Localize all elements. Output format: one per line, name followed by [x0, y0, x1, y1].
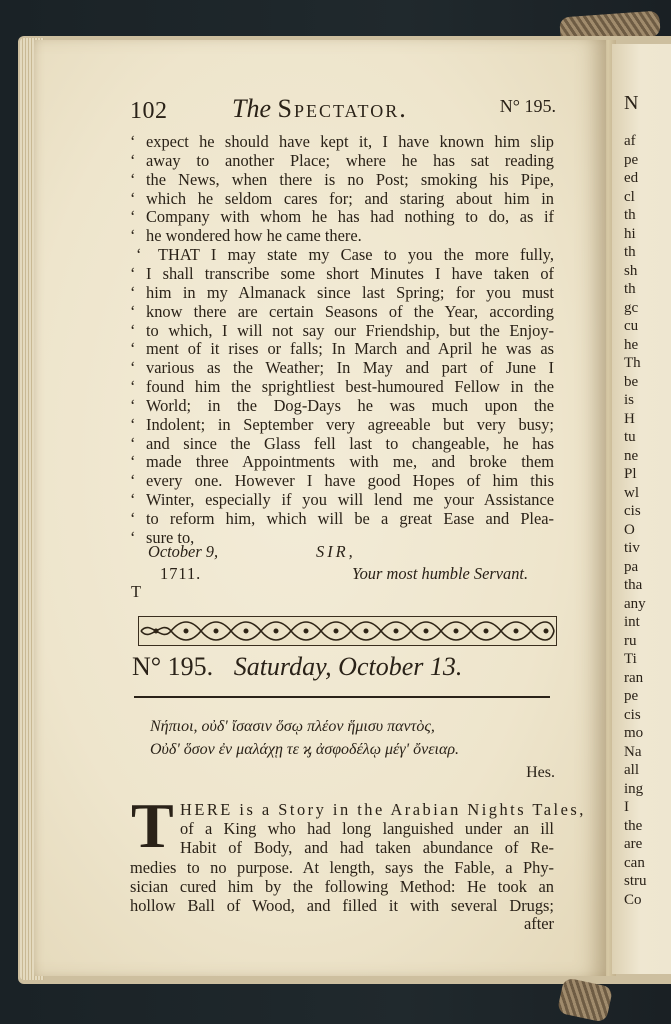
letter-line	[130, 509, 554, 528]
letter-line	[130, 151, 554, 170]
issue-heading	[132, 652, 552, 688]
catchword: after	[523, 914, 554, 933]
issue-heading-date: Saturday, October 13.	[233, 652, 463, 681]
letter-line-text: found him the sprightliest best-humoured Fellow in the	[146, 377, 554, 397]
letter-line-text: know there are certain Seasons of the Year, according	[146, 301, 554, 321]
right-page-fragment: ne	[624, 447, 639, 464]
quote-mark: ‘	[130, 207, 136, 227]
essay-line: medies to no purpose. At length, says the Fable, a Phy-	[130, 857, 554, 877]
right-page-fragment: ing	[624, 780, 644, 797]
right-page-fragment: gc	[624, 299, 639, 316]
running-header	[130, 92, 556, 126]
quote-mark: ‘	[130, 414, 136, 434]
letter-date-line1: October 9,	[148, 542, 219, 561]
letter-line	[130, 207, 554, 226]
letter-line	[130, 283, 554, 302]
right-page-fragment: cu	[624, 318, 639, 334]
letter-line-text: I shall transcribe some short Minutes I have taken of	[146, 263, 554, 283]
letter-line-text: he wondered how he came there.	[146, 226, 362, 246]
right-page-fragment: he	[624, 336, 639, 353]
essay-line: HERE is a Story in the Arabian Nights Tales,	[180, 800, 586, 819]
right-page-fragment: the	[624, 817, 643, 834]
running-title-main: Spectator.	[277, 94, 408, 123]
right-page-fragment: all	[624, 762, 639, 778]
quote-mark: ‘	[130, 358, 136, 378]
letter-line-text: various as the Weather; In May and part of June I	[146, 358, 554, 378]
right-page-fragment: any	[624, 595, 646, 612]
quote-mark: ‘	[130, 527, 136, 547]
running-title	[232, 94, 408, 124]
quote-mark: ‘	[130, 452, 136, 472]
letter-date-line2: 1711.	[160, 564, 202, 583]
letter-line	[130, 245, 554, 264]
motto-line-2: Οὐδ' ὅσον ἐν μαλάχῃ τε ϗ ἀσφοδέλῳ μέγ' ὄνειαρ.	[150, 741, 460, 758]
ornament-icon	[139, 617, 556, 645]
letter-line-text: which he seldom cares for; and staring about him in	[146, 188, 554, 208]
letter-salutation: SIR,	[316, 542, 356, 561]
heading-rule	[134, 696, 550, 698]
letter-line	[130, 321, 554, 340]
quote-mark: ‘	[130, 471, 136, 491]
quote-mark: ‘	[130, 188, 136, 208]
right-page-fragment: Pl	[624, 466, 637, 482]
quote-mark: ‘	[130, 282, 136, 302]
quote-mark: ‘	[130, 339, 136, 359]
right-page-fragment: sh	[624, 262, 638, 279]
essay-line: hollow Ball of Wood, and filled it with several Drugs;	[130, 896, 554, 915]
essay-line: of a King who had long languished under an ill	[180, 819, 554, 839]
right-page-fragment: pe	[624, 151, 639, 168]
quote-mark: ‘	[130, 395, 136, 415]
quote-mark: ‘	[130, 263, 136, 283]
right-page-fragment: can	[624, 854, 645, 871]
right-page-fragment: ed	[624, 170, 639, 186]
running-title-the: The	[232, 94, 271, 123]
right-page-fragment: wl	[624, 484, 639, 501]
drop-cap: T	[131, 790, 174, 861]
letter-line-text: sure to,	[146, 527, 195, 547]
right-page-fragment: H	[624, 410, 635, 427]
letter-closing: Your most humble Servant.	[352, 564, 529, 583]
issue-number: N° 195.	[499, 96, 556, 116]
letter-line-text: him in my Almanack since last Spring; for you must	[146, 282, 554, 302]
right-page-fragment: tiv	[624, 540, 640, 556]
letter-line	[130, 170, 554, 189]
quote-mark: ‘	[130, 169, 136, 189]
letter-line	[130, 396, 554, 415]
right-page-fragment: cis	[624, 503, 641, 519]
right-page	[612, 44, 671, 974]
letter-line	[130, 189, 554, 208]
right-page-fragment: th	[624, 281, 636, 297]
quote-mark: ‘	[130, 433, 136, 453]
quote-mark: ‘	[136, 245, 142, 265]
right-page-fragment: tha	[624, 577, 643, 593]
right-page-fragment: is	[624, 392, 635, 408]
letter-line-text: and since the Glass fell last to changeable, he has	[146, 433, 554, 453]
letter-line	[130, 471, 554, 490]
right-page-fragment: Th	[624, 355, 641, 371]
letter-line	[130, 358, 554, 377]
letter-line-text: every one. However I have good Hopes of him this	[146, 471, 554, 491]
letter-line-text: ment of it rises or falls; In March and April he was as	[146, 339, 554, 359]
right-page-fragment: are	[624, 836, 643, 852]
letter-line-text: Indolent; in September very agreeable but very busy;	[146, 414, 554, 434]
author-initial: T	[131, 582, 142, 601]
letter-line	[130, 490, 554, 509]
letter-line	[130, 302, 554, 321]
quote-mark: ‘	[130, 320, 136, 340]
right-page-fragment: hi	[624, 225, 636, 242]
right-page-fragment: Na	[624, 743, 642, 760]
right-page-fragment: ru	[624, 632, 637, 649]
right-page-fragment: th	[624, 207, 636, 223]
quote-mark: ‘	[130, 301, 136, 321]
issue-heading-number: N° 195.	[132, 652, 214, 681]
right-page-fragment: int	[624, 614, 640, 630]
letter-line	[130, 132, 554, 151]
right-page-fragment: Ti	[624, 651, 637, 667]
quote-mark: ‘	[130, 377, 136, 397]
essay-line: Habit of Body, and had taken abundance of Re-	[180, 838, 554, 858]
right-page-fragment: O	[624, 521, 635, 538]
letter-line-text: to reform him, which will be a great Ease and Plea-	[146, 509, 554, 528]
letter-line	[130, 377, 554, 396]
right-page-fragment: th	[624, 244, 636, 260]
letter-line-text: expect he should have kept it, I have known him slip	[146, 132, 554, 151]
right-page-fragment: af	[624, 133, 636, 149]
right-page-fragment: ran	[624, 669, 644, 686]
right-page-fragment: mo	[624, 725, 644, 741]
quote-mark: ‘	[130, 150, 136, 170]
right-page-fragment: Co	[624, 891, 642, 908]
ornament-band	[138, 616, 557, 646]
page-number: 102	[130, 98, 168, 124]
letter-line-text: to which, I will not say our Friendship, but the Enjoy-	[146, 320, 554, 340]
right-page-fragment: cis	[624, 706, 641, 723]
letter-line-text: the News, when there is no Post; smoking his Pipe,	[146, 169, 554, 189]
letter-line	[130, 339, 554, 358]
letter-line	[130, 452, 554, 471]
quote-mark: ‘	[130, 490, 136, 510]
letter-line	[130, 434, 554, 453]
right-page-fragment: stru	[624, 873, 647, 889]
motto-line-1: Νήπιοι, οὐδ' ἴσασιν ὅσῳ πλέον ἥμισυ παντὸς,	[150, 718, 435, 735]
right-page-fragment: I	[624, 799, 629, 815]
letter-line-text: Company with whom he has had nothing to do, as if	[146, 207, 554, 227]
right-page-fragment: N	[624, 92, 639, 114]
letter-line-text: away to another Place; where he has sat reading	[146, 150, 554, 170]
motto-source: Hes.	[526, 764, 555, 781]
quote-mark: ‘	[130, 509, 136, 528]
quote-mark: ‘	[130, 132, 136, 151]
right-page-fragment: be	[624, 373, 639, 390]
letter-line-text: made three Appointments with me, and broke them	[146, 452, 554, 472]
right-page-fragment: pe	[624, 688, 639, 704]
letter-line-text: World; in the Dog-Days he was much upon the	[146, 395, 554, 415]
letter-line	[130, 226, 554, 245]
right-page-fragment: tu	[624, 429, 636, 445]
letter-line-text: Winter, especially if you will lend me your Assistance	[146, 490, 554, 510]
right-page-fragment: cl	[624, 188, 635, 205]
letter-line	[130, 415, 554, 434]
letter-line-text: THAT I may state my Case to you the more fully,	[158, 245, 554, 265]
right-page-fragment: pa	[624, 558, 639, 575]
letter-line	[130, 264, 554, 283]
quote-mark: ‘	[130, 226, 136, 246]
essay-line: sician cured him by the following Method: He took an	[130, 876, 554, 896]
